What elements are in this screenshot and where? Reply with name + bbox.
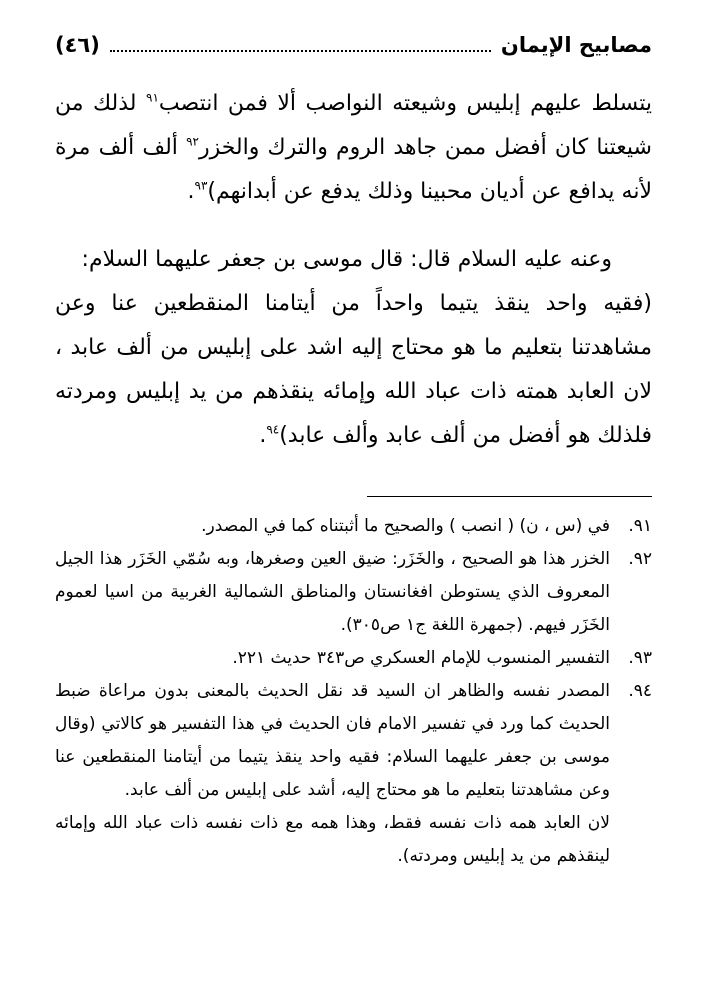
footnote-text: في (س ، ن) ( انصب ) والصحيح ما أثبتناه كما في المصدر. [201,516,610,536]
paragraph-1-text-a: يتسلط عليهم إبليس وشيعته النواصب ألا فمن انتصب [158,91,653,116]
footnote-93 [55,642,652,675]
footnote-92 [55,543,652,642]
footnote-ref-92: ٩٢ [186,134,199,149]
footnote-94-continuation: لان العابد همه ذات نفسه فقط، وهذا همه مع ذات نفسه ذات عباد الله وإمائه لينقذهم من يد إبليس ومردته). [55,813,610,866]
footnote-number: ٩٤. [628,681,652,701]
footnote-number: ٩٢. [628,549,652,569]
footnote-91 [55,510,652,543]
footnotes [55,510,652,873]
paragraph-1-text-b: لذلك من شيعتنا كان أفضل ممن جاهد الروم والترك والخزر [55,91,652,160]
footnote-number: ٩١. [628,516,652,536]
paragraph-2 [55,238,652,458]
page-number: (٤٦) [55,33,100,57]
book-title: مصابيح الإيمان [500,33,652,57]
running-header [55,28,652,62]
footnote-text: المصدر نفسه والظاهر ان السيد قد نقل الحديث بالمعنى بدون مراعاة ضبط الحديث كما ورد في تفسير الامام فان الحديث في هذا التفسير هو كالاتي (وقال موسى بن جعفر عليهما السلام: فقيه واحد ينقذ يتيما من أيتامنا المنقطعين عنا وعن مشاهدتنا بتعليم ما هو محتاج إليه، أشد على إبليس من ألف عابد. [55,681,610,800]
footnote-ref-93: ٩٣ [194,178,208,193]
footnote-ref-91: ٩١ [146,90,159,105]
paragraph-2-quote: (فقيه واحد ينقذ يتيما واحداً من أيتامنا المنقطعين عنا وعن مشاهدتنا بتعليم ما هو محتاج إليه اشد على إبليس من ألف عابد ، لان العابد همته ذات عباد الله وإمائه ينقذهم من يد إبليس ومردته فلذلك هو أفضل من ألف عابد وألف عابد) [55,291,652,448]
footnote-ref-94: ٩٤ [266,422,280,437]
footnote-separator [367,496,652,497]
header-dot-leader [110,38,491,52]
paragraph-1-period: . [187,179,195,204]
paragraph-1-text-c: ألف ألف مرة لأنه يدافع عن أديان محبينا وذلك يدفع عن أبدانهم) [55,135,652,204]
paragraph-2-period: . [259,423,267,448]
footnote-number: ٩٣. [628,648,652,668]
paragraph-2-opening: وعنه عليه السلام قال: قال موسى بن جعفر عليهما السلام: [81,247,612,272]
footnote-94 [55,675,652,807]
footnote-text: التفسير المنسوب للإمام العسكري ص٣٤٣ حديث ٢٢١. [232,648,610,668]
footnote-text: الخزر هذا هو الصحيح ، والخَزَر: ضيق العين وصغرها، وبه سُمّي الخَزَر هذا الجيل المعروف الذي يستوطن افغانستان والمناطق الشمالية الغربية من اسيا لعموم الخَزَر فيهم. (جمهرة اللغة ج١ ص٣٠٥). [55,549,610,635]
paragraph-1 [55,82,652,214]
